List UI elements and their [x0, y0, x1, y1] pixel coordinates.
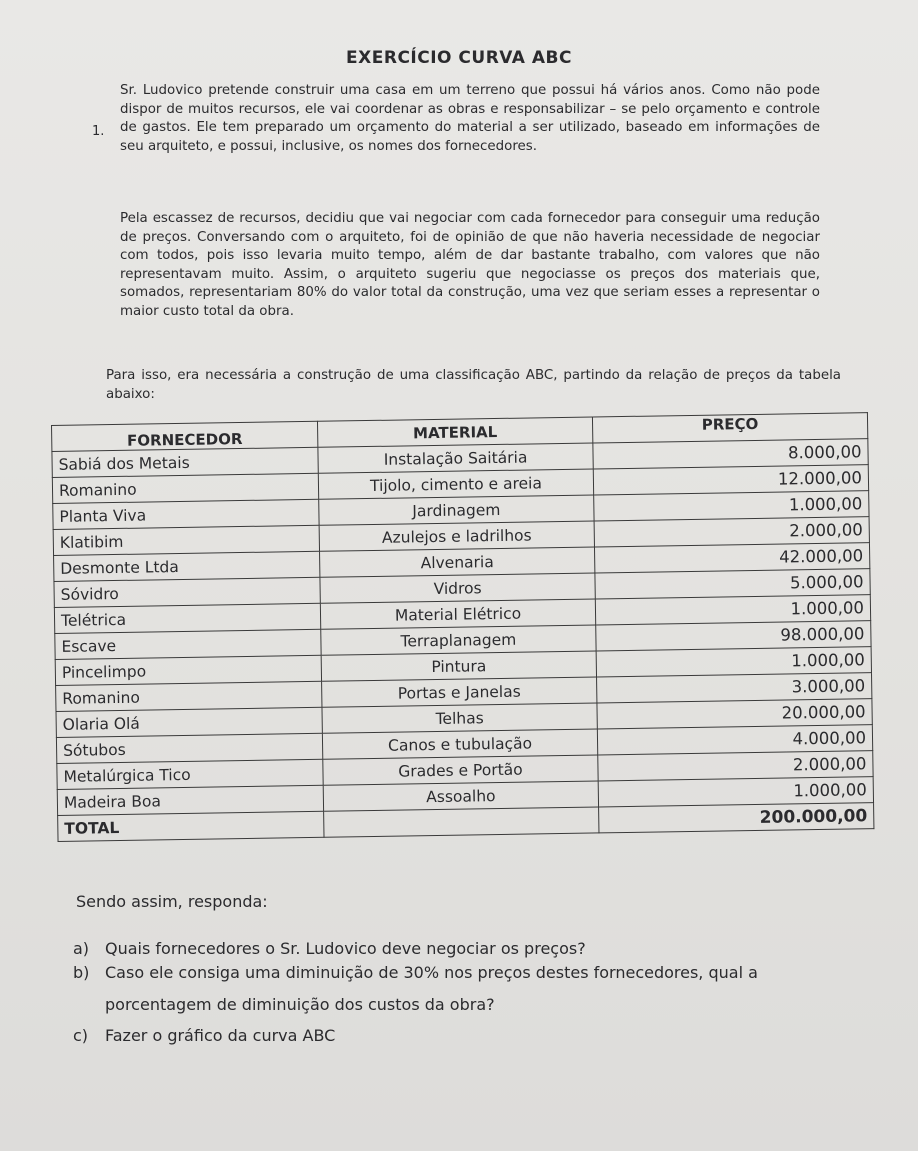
price-cell: 1.000,00 — [598, 777, 873, 807]
price-table — [51, 412, 874, 842]
supplier-cell: Klatibim — [53, 525, 319, 555]
price-cell: 42.000,00 — [594, 543, 869, 573]
answers-lead: Sendo assim, responda: — [76, 892, 268, 911]
supplier-cell: Madeira Boa — [57, 785, 323, 815]
question-number: 1. — [92, 124, 105, 139]
material-cell: Alvenaria — [320, 547, 595, 577]
item-label: c) — [73, 1026, 89, 1045]
item-text: Caso ele consiga uma diminuição de 30% nos preços destes fornecedores, qual a — [105, 963, 758, 982]
price-cell: 8.000,00 — [593, 439, 868, 469]
material-cell: Assoalho — [323, 781, 598, 811]
material-cell: Terraplanagem — [321, 625, 596, 655]
question-paragraph-3: Para isso, era necessária a construção de uma classificação ABC, partindo da relação de preços da tabela abaixo: — [106, 368, 841, 402]
material-cell: Azulejos e ladrilhos — [319, 521, 594, 551]
total-value: 200.000,00 — [599, 803, 874, 833]
supplier-cell: Planta Viva — [53, 499, 319, 529]
header-supplier: FORNECEDOR — [52, 421, 318, 451]
price-cell: 3.000,00 — [597, 673, 872, 703]
material-cell: Vidros — [320, 573, 595, 603]
supplier-cell: Sabiá dos Metais — [52, 447, 318, 477]
price-cell: 20.000,00 — [597, 699, 872, 729]
material-cell: Instalação Saitária — [318, 443, 593, 473]
material-cell: Canos e tubulação — [322, 729, 597, 759]
answer-item-c — [73, 1026, 335, 1045]
price-cell: 2.000,00 — [598, 751, 873, 781]
price-cell: 1.000,00 — [596, 647, 871, 677]
material-cell: Portas e Janelas — [322, 677, 597, 707]
supplier-cell: Romanino — [56, 681, 322, 711]
supplier-cell: Telétrica — [54, 603, 320, 633]
supplier-cell: Sótubos — [56, 733, 322, 763]
material-cell: Material Elétrico — [320, 599, 595, 629]
question-paragraph-1: Sr. Ludovico pretende construir uma casa em um terreno que possui há vários anos. Como não pode dispor de muitos recursos, ele vai coordenar as obras e responsabilizar – se pelo orçamento e controle de gastos. Ele tem preparado um orçamento do material a ser utilizado, baseado em informações de seu arquiteto, e possui, inclusive, os nomes dos fornecedores. — [120, 83, 820, 154]
material-cell: Tijolo, cimento e areia — [318, 469, 593, 499]
supplier-cell: Metalúrgica Tico — [57, 759, 323, 789]
item-text: Fazer o gráfico da curva ABC — [105, 1026, 336, 1045]
item-text-continued: porcentagem de diminuição dos custos da obra? — [105, 995, 495, 1014]
price-cell: 5.000,00 — [595, 569, 870, 599]
supplier-cell: Sóvidro — [54, 577, 320, 607]
item-label: b) — [73, 963, 90, 982]
material-cell: Jardinagem — [319, 495, 594, 525]
price-cell: 1.000,00 — [594, 491, 869, 521]
total-empty-cell — [324, 807, 599, 837]
answer-item-a — [73, 939, 586, 958]
material-cell: Grades e Portão — [323, 755, 598, 785]
price-cell: 12.000,00 — [593, 465, 868, 495]
supplier-cell: Escave — [55, 629, 321, 659]
supplier-cell: Pincelimpo — [55, 655, 321, 685]
item-text: Quais fornecedores o Sr. Ludovico deve negociar os preços? — [105, 939, 586, 958]
price-cell: 1.000,00 — [595, 595, 870, 625]
header-price: PREÇO — [592, 413, 867, 443]
total-label: TOTAL — [58, 811, 324, 841]
answer-item-b — [73, 957, 915, 1021]
material-cell: Pintura — [321, 651, 596, 681]
supplier-cell: Olaria Olá — [56, 707, 322, 737]
header-material: MATERIAL — [317, 417, 592, 447]
supplier-cell: Romanino — [52, 473, 318, 503]
table-body — [52, 439, 874, 816]
price-cell: 98.000,00 — [596, 621, 871, 651]
supplier-cell: Desmonte Ltda — [54, 551, 320, 581]
price-cell: 2.000,00 — [594, 517, 869, 547]
question-paragraph-2: Pela escassez de recursos, decidiu que vai negociar com cada fornecedor para conseguir uma redução de preços. Conversando com o arquiteto, foi de opinião de que não haveria necessidade de negociar com todos, pois isso levaria muito tempo, além de dar bastante trabalho, com valores que não representavam muito. Assim, o arquiteto sugeriu que negociasse os preços dos materiais que, somados, representariam 80% do valor total da construção, uma vez que seriam esses a representar o maior custo total da obra. — [120, 211, 820, 319]
item-label: a) — [73, 939, 90, 958]
price-cell: 4.000,00 — [597, 725, 872, 755]
material-cell: Telhas — [322, 703, 597, 733]
document-title: EXERCÍCIO CURVA ABC — [346, 48, 572, 68]
